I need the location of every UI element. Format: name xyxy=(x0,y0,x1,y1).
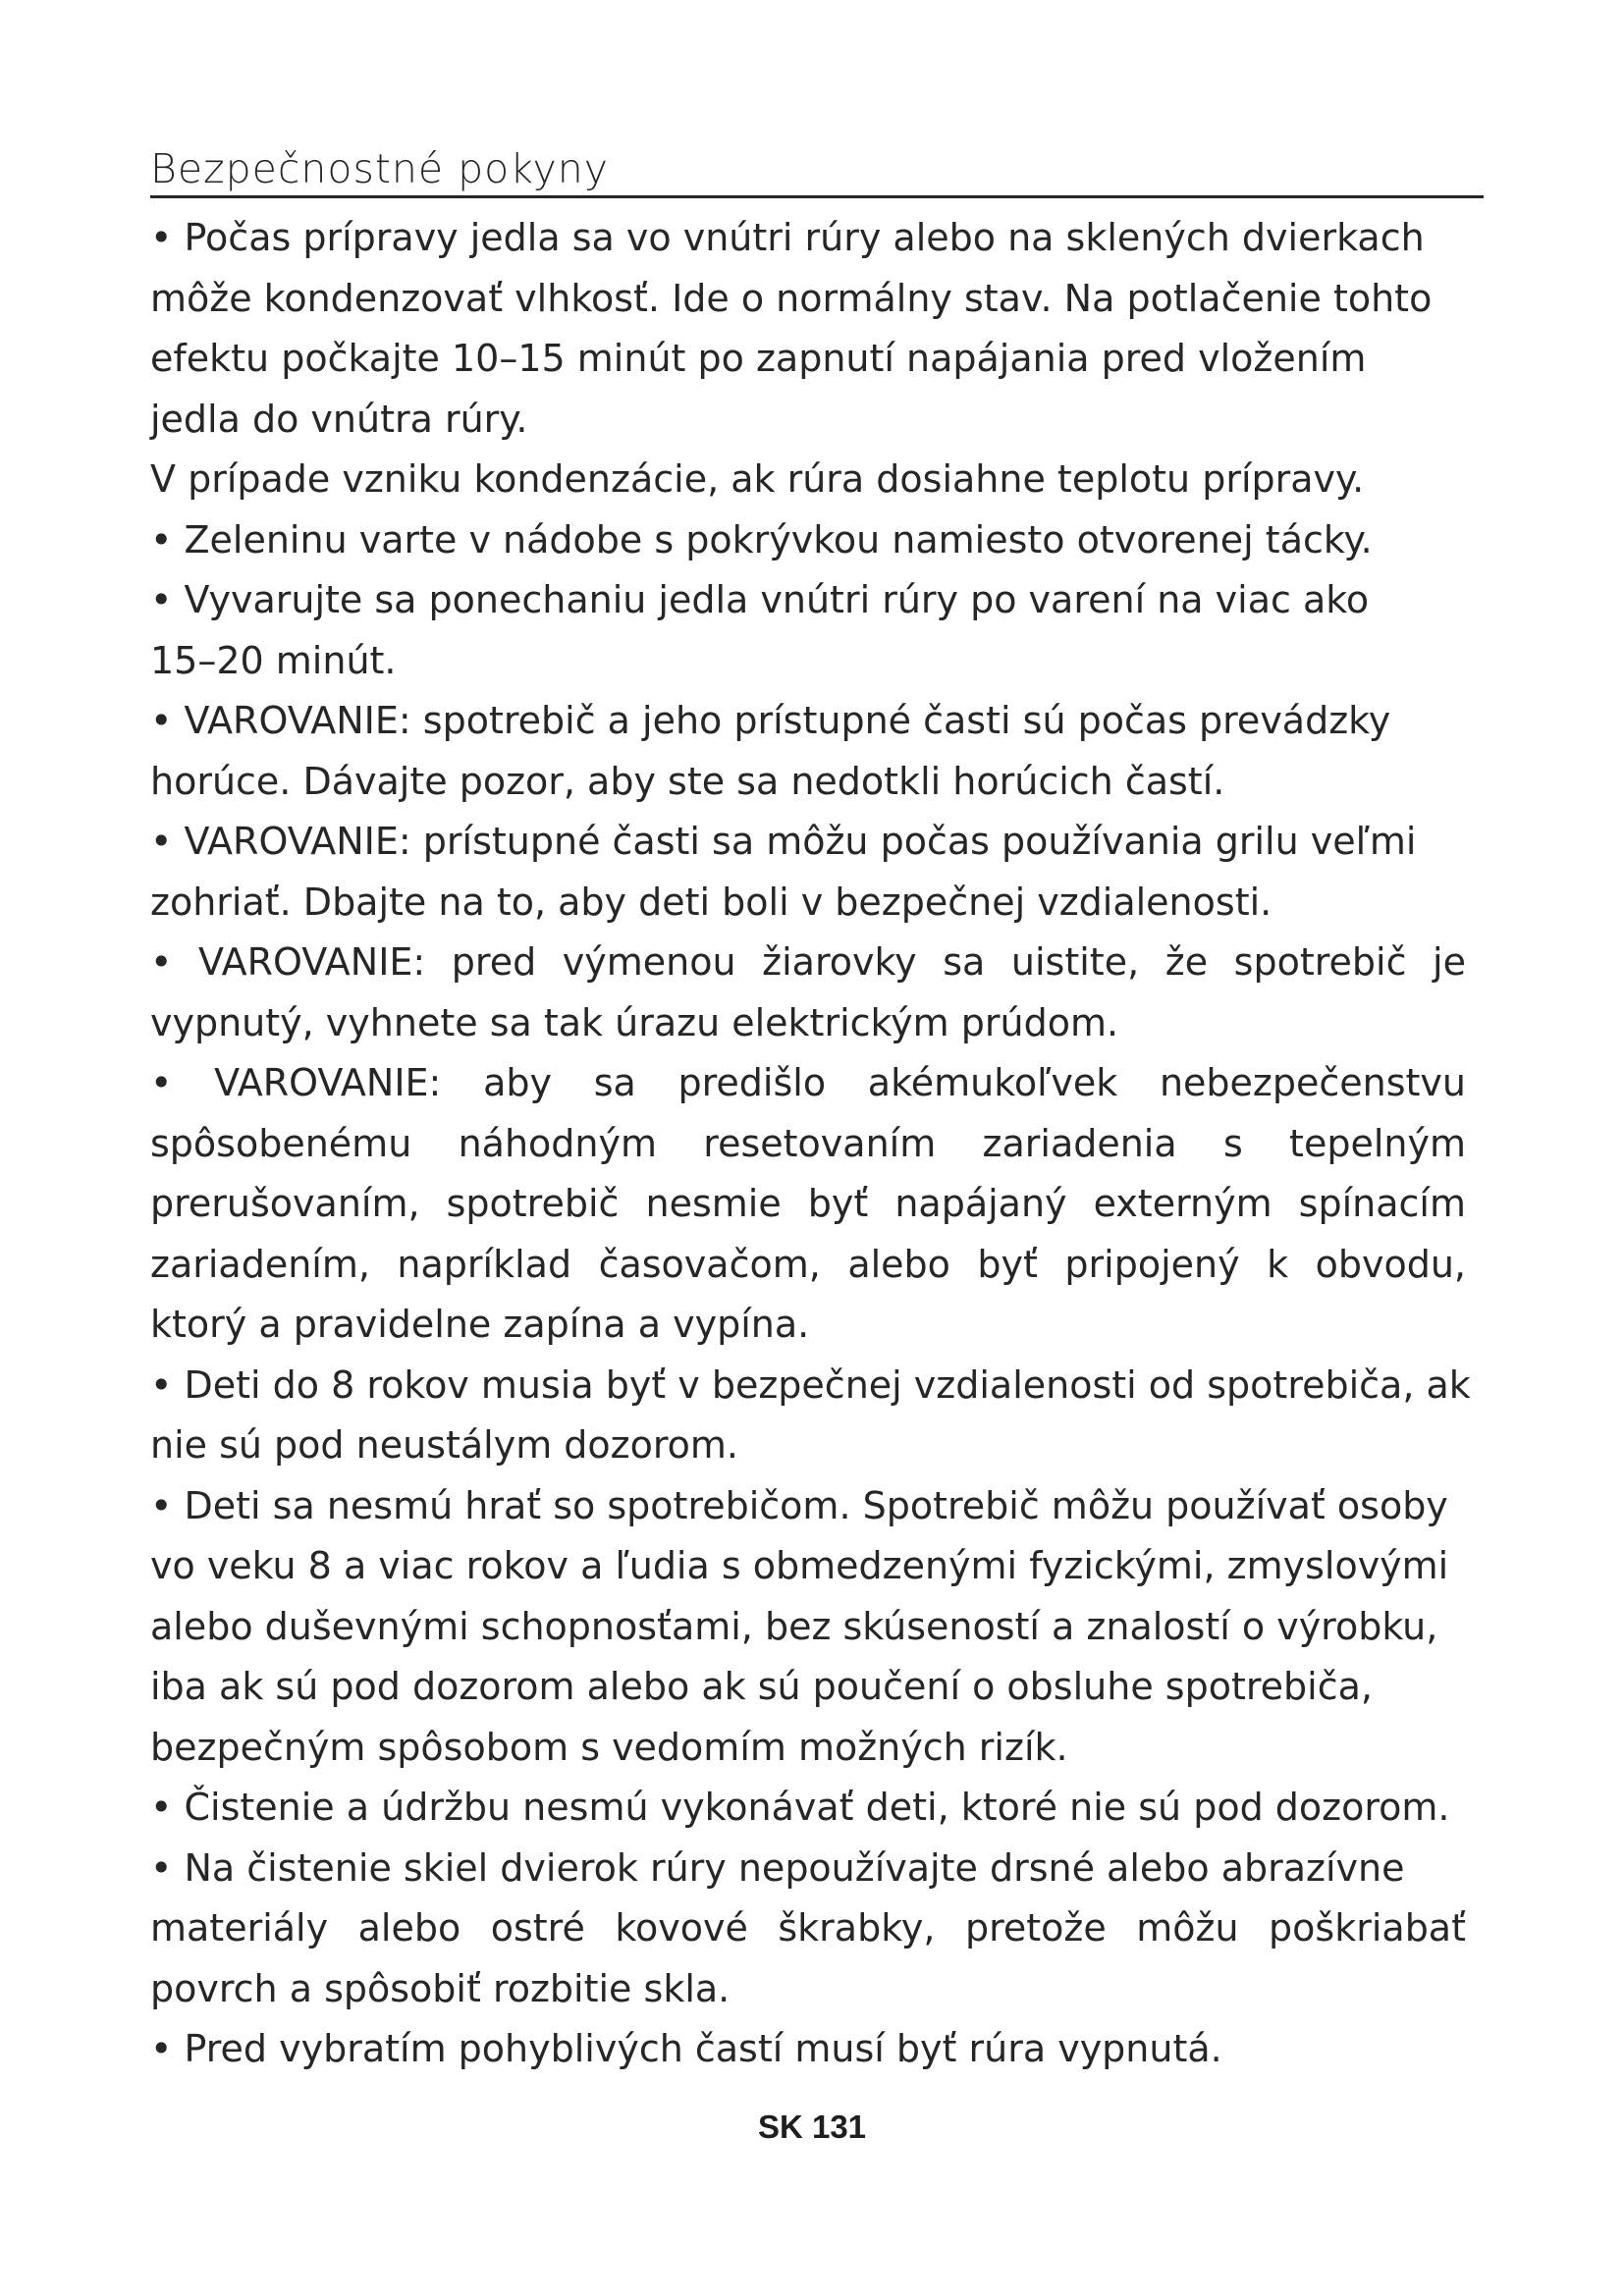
text-line: • VAROVANIE: pred výmenou žiarovky sa uistite, že spotrebič je xyxy=(150,940,1466,984)
text-line: efektu počkajte 10–15 minút po zapnutí napájania pred vložením xyxy=(150,337,1367,380)
text-line: • Pred vybratím pohyblivých častí musí byť rúra vypnutá. xyxy=(150,2027,1222,2070)
text-line: • Vyvarujte sa ponechaniu jedla vnútri rúry po varení na viac ako xyxy=(150,578,1370,621)
text-line: • VAROVANIE: aby sa predišlo akémukoľvek nebezpečenstvu xyxy=(150,1061,1466,1104)
text-line: ktorý a pravidelne zapína a vypína. xyxy=(150,1303,810,1346)
text-line: • Deti do 8 rokov musia byť v bezpečnej vzdialenosti od spotrebiča, ak xyxy=(150,1362,1471,1407)
text-line: • Počas prípravy jedla sa vo vnútri rúry alebo na sklených dvierkach xyxy=(150,216,1425,259)
text-line: • VAROVANIE: prístupné časti sa môžu počas používania grilu veľmi xyxy=(150,820,1417,863)
text-line: vypnutý, vyhnete sa tak úrazu elektrickým prúdom. xyxy=(150,1000,1119,1044)
text-line: prerušovaním, spotrebič nesmie byť napájaný externým spínacím xyxy=(150,1182,1466,1225)
page-number: SK 131 xyxy=(757,2109,867,2145)
section-heading: Bezpečnostné pokyny xyxy=(150,143,1484,198)
text-line: bezpečným spôsobom s vedomím možných rizík. xyxy=(150,1725,1068,1769)
safety-instructions xyxy=(150,208,1530,2080)
text-line: • Na čistenie skiel dvierok rúry nepoužívajte drsné alebo abrazívne xyxy=(150,1845,1405,1890)
text-line: alebo duševnými schopnosťami, bez skúseností a znalostí o výrobku, xyxy=(150,1604,1438,1648)
text-line: • Deti sa nesmú hrať so spotrebičom. Spotrebič môžu používať osoby xyxy=(150,1483,1448,1527)
text-line: • Zeleninu varte v nádobe s pokrývkou namiesto otvorenej tácky. xyxy=(150,517,1373,561)
text-line: jedla do vnútra rúry. xyxy=(150,397,528,441)
text-line: nie sú pod neustálym dozorom. xyxy=(150,1423,739,1467)
text-line: zariadením, napríklad časovačom, alebo byť pripojený k obvodu, xyxy=(150,1242,1466,1286)
text-line: vo veku 8 a viac rokov a ľudia s obmedzenými fyzickými, zmyslovými xyxy=(150,1544,1449,1587)
text-line: horúce. Dávajte pozor, aby ste sa nedotkli horúcich častí. xyxy=(150,759,1225,803)
text-line: môže kondenzovať vlhkosť. Ide o normálny stav. Na potlačenie tohto xyxy=(150,276,1433,320)
text-line: 15–20 minút. xyxy=(150,638,397,682)
text-line: • VAROVANIE: spotrebič a jeho prístupné časti sú počas prevádzky xyxy=(150,699,1391,742)
text-line: V prípade vzniku kondenzácie, ak rúra dosiahne teplotu prípravy. xyxy=(150,457,1365,501)
text-line: • Čistenie a údržbu nesmú vykonávať deti, ktoré nie sú pod dozorom. xyxy=(150,1786,1450,1829)
text-line: materiály alebo ostré kovové škrabky, pretože môžu poškriabať xyxy=(150,1906,1466,1949)
text-line: povrch a spôsobiť rozbitie skla. xyxy=(150,1966,731,2010)
text-line: zohriať. Dbajte na to, aby deti boli v bezpečnej vzdialenosti. xyxy=(150,880,1272,924)
text-line: iba ak sú pod dozorom alebo ak sú poučení o obsluhe spotrebiča, xyxy=(150,1665,1373,1708)
text-line: spôsobenému náhodným resetovaním zariadenia s tepelným xyxy=(150,1121,1466,1165)
